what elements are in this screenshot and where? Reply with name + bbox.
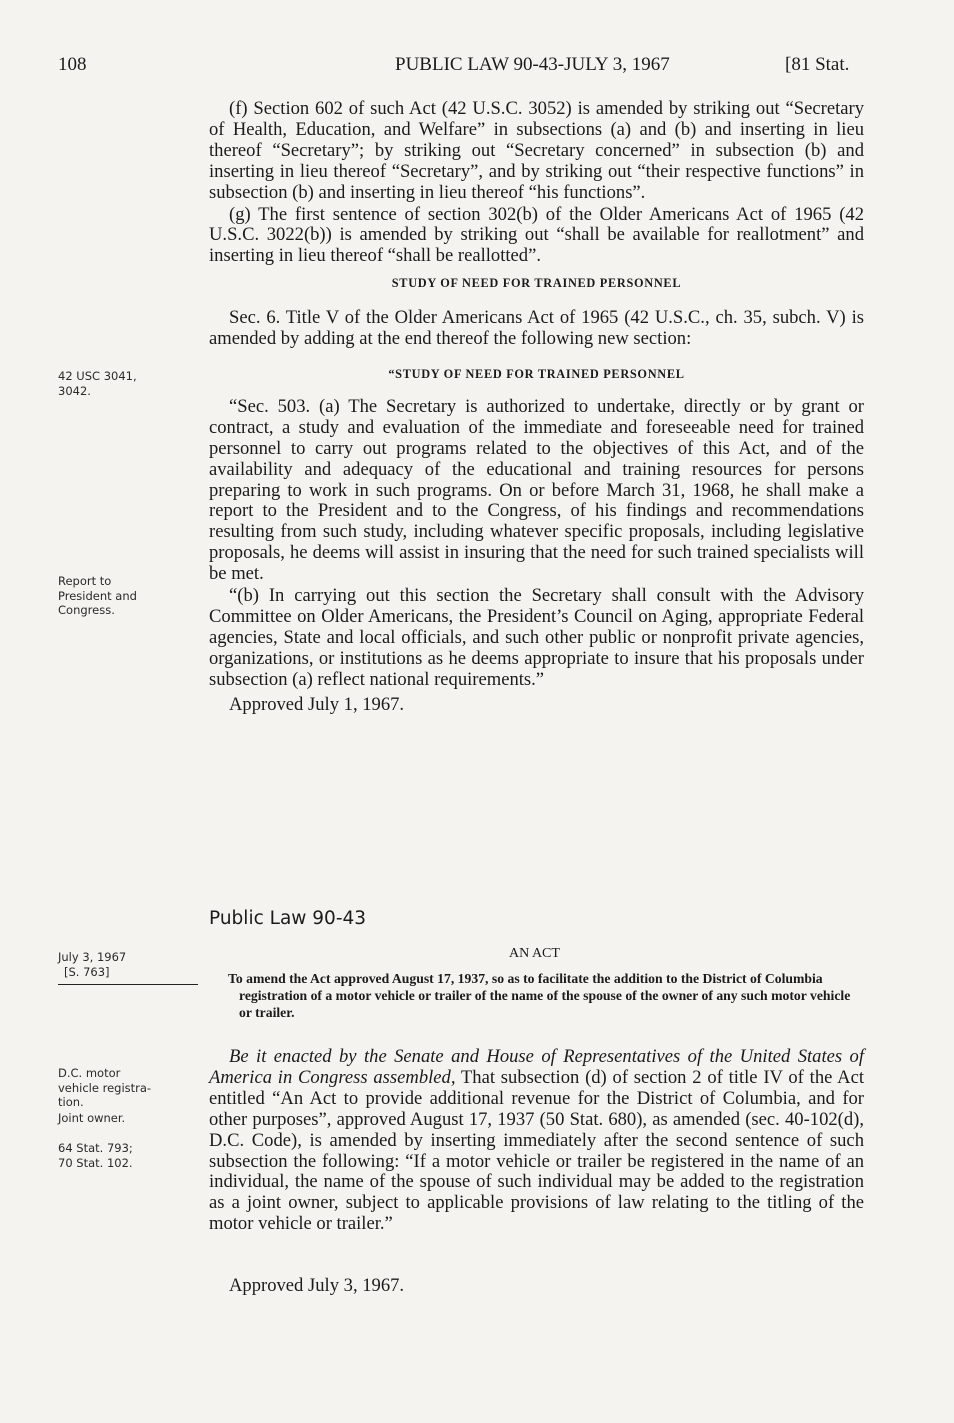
enacting-paragraph xyxy=(209,1047,864,1235)
section-503b-paragraph: “(b) In carrying out this section the Secretary shall consult with the Advisory Committee on Older Americans, the President’s Council on Aging, appropriate Federal agencies, State and local officials, and such other public or nonprofit private agencies, organizations, or institutions as he deems appropriate to insure that his proposals under subsection (a) reflect national requirements.” xyxy=(209,585,864,690)
approved-date-2: Approved July 3, 1967. xyxy=(229,1275,405,1296)
enacting-clause: Be it enacted by the Senate and House of Representatives of the United States of America in Congress assembled, xyxy=(209,1046,864,1088)
section-g-paragraph: (g) The first sentence of section 302(b) of the Older Americans Act of 1965 (42 U.S.C. 3022(b)) is amended by striking out “shall be available for reallotment” and inserting in lieu thereof “shall be reallotted”. xyxy=(209,203,864,267)
upper-text-block xyxy=(209,99,864,715)
quoted-section-heading: “STUDY OF NEED FOR TRAINED PERSONNEL xyxy=(388,366,685,381)
enacting-body: That subsection (d) of section 2 of title IV of the Act entitled “An Act to provide additional revenue for the District of Columbia, and for other purposes”, approved August 17, 1937 (50 Stat. 680), as amended (sec. 40-102(d), D.C. Code), is amended by inserting immediately after the second sentence of such subsection the following: “If a motor vehicle or trailer be registered in the name of an individual, the name of the spouse of such individual may be added to the registration as a joint owner, subject to applicable provisions of law relating to the titling of the motor vehicle or trailer.” xyxy=(209,1066,864,1235)
an-act-heading: AN ACT xyxy=(509,946,560,961)
approved-date-1: Approved July 1, 1967. xyxy=(229,693,405,715)
stat-reference: [81 Stat. xyxy=(785,54,850,75)
enacting-text-block xyxy=(209,1047,864,1235)
act-purpose: To amend the Act approved August 17, 1937, so as to facilitate the addition to the District of Columbia registration of a motor vehicle or trailer of the name of the spouse of the owner of any such motor vehicle or trailer. xyxy=(228,971,851,1020)
section-f-paragraph: (f) Section 602 of such Act (42 U.S.C. 3052) is amended by striking out “Secretary of Health, Education, and Welfare” in subsections (a) and (b) and inserting in lieu thereof “Secretary”; by striking out “Secretary concerned” in subsection (b) and inserting in lieu thereof “Secretary”, and by striking out “their respective functions” in subsection (b) and inserting in lieu thereof “his functions”. xyxy=(209,98,864,203)
margin-note-stat: 64 Stat. 793; 70 Stat. 102. xyxy=(58,1141,133,1170)
divider-rule xyxy=(58,984,198,985)
margin-note-report: Report to President and Congress. xyxy=(58,574,137,617)
public-law-number: Public Law 90-43 xyxy=(209,908,367,929)
section-503a-paragraph: “Sec. 503. (a) The Secretary is authorized to undertake, directly or by grant or contract, a study and evaluation of the immediate and foreseeable need for trained personnel to carry out programs related to the objectives of this Act, and of the availability and adequacy of the educational and training resources for persons preparing to work in such programs. On or before March 31, 1968, he shall make a report to the President and to the Congress, of his findings and recommendations resulting from such study, including whatever specific proposals, including legislative proposals, he deems will assist in insuring that the need for such trained specialists will be met. xyxy=(209,395,864,585)
page-number: 108 xyxy=(58,54,87,75)
section-6-paragraph: Sec. 6. Title V of the Older Americans Act of 1965 (42 U.S.C., ch. 35, subch. V) is amended by adding at the end thereof the following new section: xyxy=(209,307,864,350)
margin-note-dc-motor: D.C. motor vehicle registra- tion. Joint owner. xyxy=(58,1066,152,1125)
margin-note-usc: 42 USC 3041, 3042. xyxy=(58,369,137,398)
section-heading-study: STUDY OF NEED FOR TRAINED PERSONNEL xyxy=(391,276,682,291)
margin-note-date: July 3, 1967 [S. 763] xyxy=(58,950,127,979)
page-title: PUBLIC LAW 90-43-JULY 3, 1967 xyxy=(395,54,670,75)
